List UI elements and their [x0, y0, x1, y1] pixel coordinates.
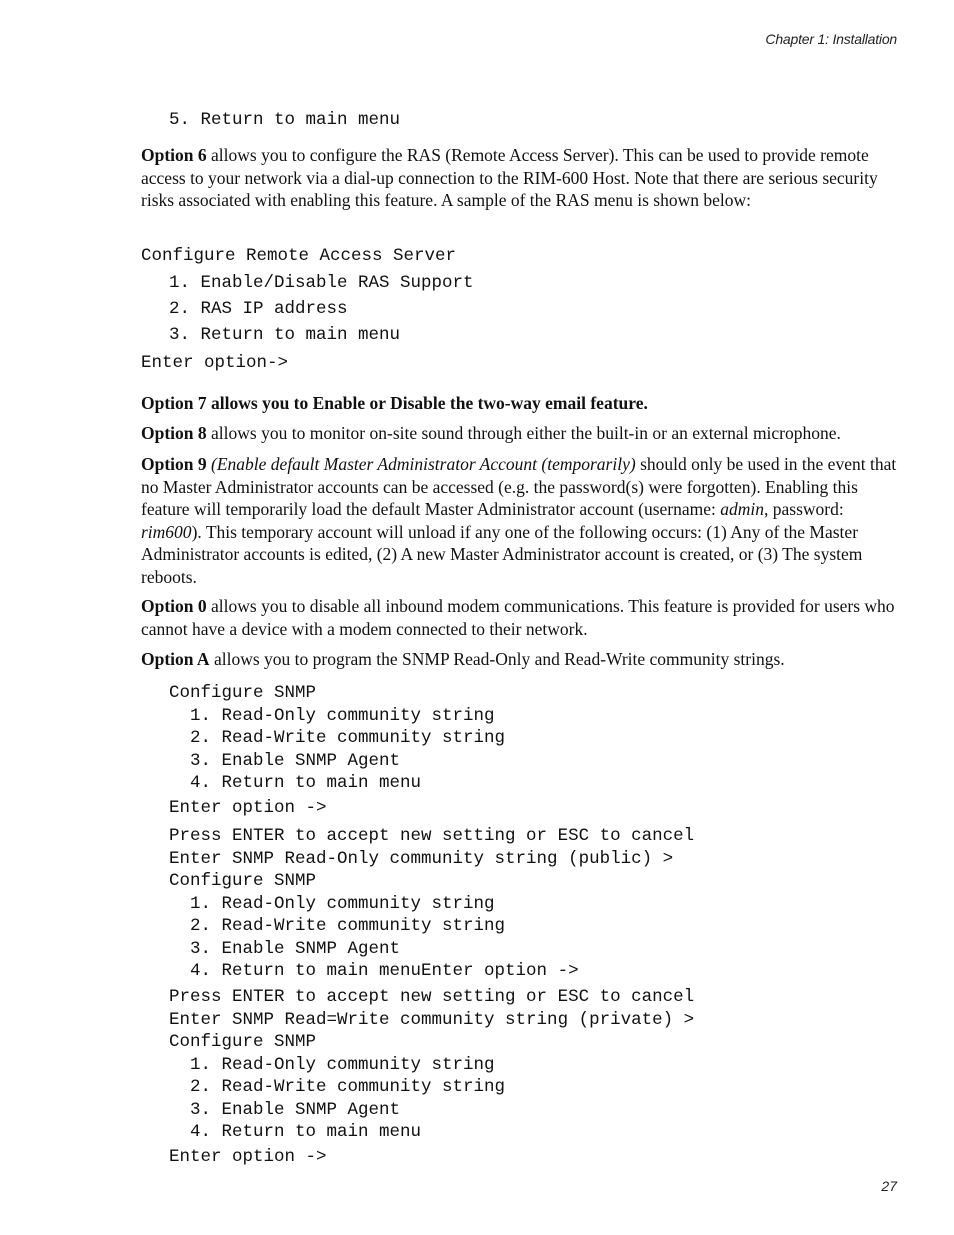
option-0-label: Option 0	[141, 596, 207, 616]
snmp-line: Configure SNMP	[169, 683, 317, 703]
ras-menu-item: 3. Return to main menu	[169, 325, 401, 345]
snmp-prompt: Enter option ->	[169, 1147, 327, 1167]
snmp-line: 3. Enable SNMP Agent	[169, 938, 401, 959]
ras-menu-item: 2. RAS IP address	[169, 299, 348, 319]
option-6-text: allows you to configure the RAS (Remote Access Server). This can be used to provide remote access to your network via a dial-up connection to the RIM-600 Host. Note that there are serious security risks associated with enabling this feature. A sample of the RAS menu is shown below:	[141, 145, 878, 210]
option-7-paragraph	[141, 392, 901, 415]
option-9-italic: (Enable default Master Administrator Account (temporarily)	[206, 454, 636, 474]
snmp-menu-block-1	[169, 682, 505, 820]
snmp-line: 2. Read-Write community string	[169, 1077, 506, 1097]
page-number: 27	[881, 1178, 897, 1194]
snmp-line: 3. Enable SNMP Agent	[169, 750, 401, 771]
snmp-prompt: Enter option ->	[169, 798, 327, 818]
option-a-label: Option A	[141, 649, 210, 669]
ras-menu-title: Configure Remote Access Server	[141, 246, 457, 266]
snmp-line: 1. Read-Only community string	[169, 893, 495, 914]
running-header: Chapter 1: Installation	[765, 31, 897, 47]
snmp-line: Enter SNMP Read=Write community string (private) >	[169, 1009, 695, 1030]
option-9-password: rim600	[141, 521, 192, 542]
snmp-line: Enter SNMP Read-Only community string (public) >	[169, 848, 674, 869]
option-a-paragraph	[141, 648, 901, 671]
option-0-paragraph	[141, 595, 901, 640]
snmp-menu-block-3	[169, 986, 694, 1169]
snmp-line: 1. Read-Only community string	[169, 705, 495, 726]
ras-menu-prompt: Enter option->	[141, 353, 289, 373]
snmp-line: 4. Return to main menu	[169, 773, 422, 793]
option-9-text: ). This temporary account will unload if any one of the following occurs: (1) Any of the Master Administrator accounts is edited, (2) A new Master Administrator account is created, or (3) The system reboots.	[141, 521, 863, 587]
snmp-line: 4. Return to main menu	[169, 1122, 422, 1142]
snmp-menu-block-2	[169, 825, 694, 983]
option-9-label: Option 9	[141, 454, 207, 474]
snmp-line: 4. Return to main menuEnter option ->	[169, 961, 579, 981]
snmp-line: Configure SNMP	[169, 871, 317, 891]
snmp-line: 2. Read-Write community string	[169, 728, 506, 748]
option-0-text: allows you to disable all inbound modem communications. This feature is provided for users who cannot have a device with a modem connected to their network.	[141, 596, 895, 639]
option-9-paragraph	[141, 453, 901, 588]
option-6-paragraph	[141, 144, 901, 212]
option-6-label: Option 6	[141, 145, 207, 165]
snmp-line: 3. Enable SNMP Agent	[169, 1099, 401, 1120]
option-9-text: , password:	[764, 499, 844, 519]
snmp-line: Press ENTER to accept new setting or ESC to cancel	[169, 826, 695, 846]
option-a-text: allows you to program the SNMP Read-Only and Read-Write community strings.	[209, 649, 785, 669]
option-9-text: should only be used in the event that no Master Administrator accounts can be accessed (e.g. the password(s) were forgotten). Enabling this feature will temporarily load the default Master Administrator account (username:	[141, 454, 897, 519]
snmp-line: 2. Read-Write community string	[169, 916, 506, 936]
option-8-label: Option 8	[141, 423, 207, 443]
option-8-text: allows you to monitor on-site sound through either the built-in or an external microphone.	[206, 423, 841, 443]
ras-menu-block	[141, 245, 474, 375]
option-9-username: admin	[720, 499, 764, 519]
snmp-line: 1. Read-Only community string	[169, 1054, 495, 1075]
ras-menu-item: 1. Enable/Disable RAS Support	[169, 273, 474, 293]
option-7-text: Option 7 allows you to Enable or Disable the two-way email feature.	[141, 393, 648, 413]
menu-item-return: 5. Return to main menu	[169, 110, 401, 130]
snmp-line: Press ENTER to accept new setting or ESC to cancel	[169, 987, 695, 1007]
option-8-paragraph	[141, 422, 901, 445]
snmp-line: Configure SNMP	[169, 1032, 317, 1052]
